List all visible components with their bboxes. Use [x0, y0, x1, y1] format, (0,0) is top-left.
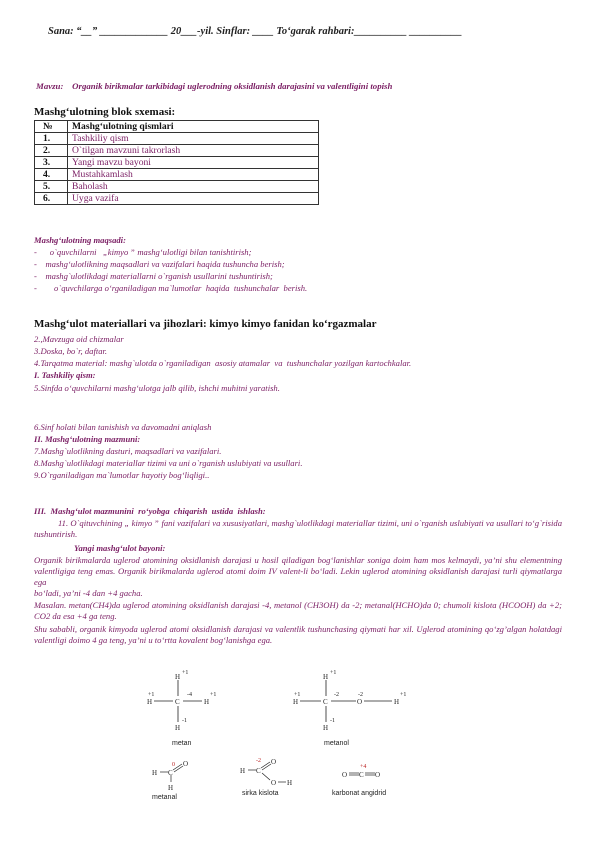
methane-label: metan [172, 740, 192, 747]
row-part: O`tilgan mavzuni takrorlash [68, 145, 319, 157]
goal-item: - mashg`ulotlikdagi materiallarni o`rganish usullarini tushuntirish; [34, 271, 273, 281]
topic-line [36, 81, 392, 91]
goal-item: - o`quvchilarga o‘rganiladigan ma`lumotlar haqida tushunchalar berish. [34, 283, 308, 293]
svg-text:O: O [183, 760, 189, 768]
part2-item: 8.Mashg`ulotlikdagi materiallar tizimi va uni o`rganish uslubiyati va usullari. [34, 458, 303, 468]
svg-text:O: O [357, 698, 363, 706]
table-row [35, 193, 319, 205]
svg-text:C: C [175, 698, 180, 706]
formic-acid-charge: -2 [256, 758, 261, 764]
goal-item: - mashg‘ulotlikning maqsadlari va vazifalari haqida tushuncha berish; [34, 259, 285, 269]
methanal-charge: 0 [172, 762, 175, 768]
block-scheme-title: Mashg‘ulotning blok sxemasi: [34, 106, 176, 118]
methanol-oxygen-charge: -2 [358, 692, 363, 698]
svg-text:H: H [175, 673, 181, 681]
svg-text:C: C [323, 698, 328, 706]
methane-center-charge: -4 [187, 692, 192, 698]
row-number: 6. [35, 193, 68, 205]
svg-text:H: H [240, 767, 246, 775]
methanol-structure-figure [282, 668, 422, 748]
row-part: Mustahkamlash [68, 169, 319, 181]
table-row [35, 145, 319, 157]
svg-text:O: O [271, 758, 277, 766]
svg-text:O: O [375, 771, 381, 779]
svg-text:C: C [359, 771, 364, 779]
row-part: Baholash [68, 181, 319, 193]
svg-text:H: H [394, 698, 400, 706]
part3-paragraph-4: Masalan. metan(CH4)da uglerod atomining oksidlanish darajasi -4, metanol (CH3OH) da -2; metanal(HCHO)da 0; chumoli kislota (HCOOH) da +2; CO2 da esa +4 ga teng. [34, 600, 562, 621]
methanal-label: metanal [152, 794, 177, 801]
methane-left-charge: +1 [148, 692, 155, 698]
methane-structure-figure [140, 668, 260, 748]
svg-text:H: H [147, 698, 153, 706]
svg-text:O: O [342, 771, 348, 779]
svg-text:H: H [293, 698, 299, 706]
date-header: Sana: “__” _____________ 20___-yil. Sinflar: ____ To‘garak rahbari:__________ __________ [48, 26, 463, 37]
methanol-top-charge: +1 [330, 670, 337, 676]
part2-item: 7.Mashg`ulotlikning dasturi, maqsadlari va vazifalari. [34, 446, 222, 456]
lesson-plan-table [34, 120, 319, 205]
svg-text:H: H [323, 673, 329, 681]
methanal-structure-figure [152, 760, 212, 796]
table-row [35, 169, 319, 181]
svg-text:H: H [152, 769, 158, 777]
formic-acid-structure-figure [240, 758, 310, 794]
svg-text:H: H [323, 724, 329, 732]
carbon-dioxide-label: karbonat angidrid [332, 790, 387, 797]
goals-title: Mashg‘ulotning maqsadi: [34, 235, 126, 245]
row-number: 3. [35, 157, 68, 169]
row-number: 1. [35, 133, 68, 145]
row-part: Tashkiliy qism [68, 133, 319, 145]
formic-acid-label: sirka kislota [242, 790, 279, 797]
table-row [35, 181, 319, 193]
methane-top-charge: +1 [182, 670, 189, 676]
row-number: 2. [35, 145, 68, 157]
carbon-dioxide-structure-figure [342, 762, 402, 786]
methanol-left-charge: +1 [294, 692, 301, 698]
part3-paragraph-2: Organik birikmalarda uglerod atomining oksidlanish darajasi u hosil qiladigan bog‘lanishlar soniga doim ham mos kelmaydi, ya’ni shu elementning valentligiga teng emas. Organik birikmalarda uglerod atomi doim IV valent-li bo‘ladi. Lekin uglerod atomining oksidlanish darajasi turli qiymatlarga ega [34, 555, 562, 587]
methane-bottom-charge: -1 [182, 718, 187, 724]
materials-item: 2.,Mavzuga oid chizmalar [34, 334, 124, 344]
svg-text:H: H [204, 698, 210, 706]
part1-title: I. Tashkiliy qism: [34, 370, 96, 380]
svg-text:H: H [168, 784, 174, 792]
part1-line: 5.Sinfda o‘quvchilarni mashg‘ulotga jalb qilib, ishchi muhitni yaratish. [34, 383, 280, 393]
svg-text:O: O [271, 779, 277, 787]
part3-title: III. Mashg‘ulot mazmunini ro‘yobga chiqarish ustida ishlash: [34, 506, 266, 516]
row-part: Uyga vazifa [68, 193, 319, 205]
table-row [35, 133, 319, 145]
row-part: Yangi mavzu bayoni [68, 157, 319, 169]
part1-line-2: 6.Sinf holati bilan tanishish va davomadni aniqlash [34, 422, 212, 432]
part3-paragraph-5: Shu sababli, organik kimyoda uglerod atomi oksidlanish darajasi va valentlik tushunchasing qiymati har xil. Uglerod atomining qo‘zg’algan holatdagi valentligi doimo 4 ga teng, ya’ni u to‘rtta kovalent bog‘lanishga ega. [34, 624, 562, 645]
table-header-row [35, 121, 319, 133]
part2-item: 9.O`rganiladigan ma`lumotlar hayotiy bog‘liqligi.. [34, 470, 210, 480]
materials-item: 3.Doska, bo`r, daftar. [34, 346, 108, 356]
methanol-label: metanol [324, 740, 349, 747]
materials-title: Mashg‘ulot materiallari va jihozlari: kimyo kimyo fanidan ko‘rgazmalar [34, 318, 377, 330]
goal-item: - o`quvchilarni „kimyo ˮ mashg‘ulotligi bilan tanishtirish; [34, 247, 252, 257]
methane-right-charge: +1 [210, 692, 217, 698]
materials-item: 4.Tarqatma material: mashg`ulotda o`rganiladigan asosiy atamalar va tushunchalar yozilgan kartochkalar. [34, 358, 412, 368]
svg-text:C: C [168, 769, 173, 777]
svg-text:C: C [256, 767, 261, 775]
carbon-dioxide-charge: +4 [360, 764, 367, 770]
topic-text: Organik birikmalar tarkibidagi uglerodning oksidlanish darajasini va valentligini topish [72, 81, 393, 91]
methanol-right-charge: +1 [400, 692, 407, 698]
methanol-bottom-charge: -1 [330, 718, 335, 724]
new-lesson-subtitle: Yangi mashg‘ulot bayoni: [74, 543, 166, 553]
part3-paragraph-3: bo‘ladi, ya’ni -4 dan +4 gacha. [34, 588, 143, 598]
methanol-carbon-charge: -2 [334, 692, 339, 698]
topic-label: Mavzu: [36, 81, 64, 91]
part3-paragraph-1: 11. O`qituvchining „ kimyo ˮ fani vazifalari va xususiyatlari, mashg`ulotlikdagi materiallar tizimi, uni o`rganish uslubiyati va usullari to‘g`risida tushuntirish. [34, 518, 562, 539]
header-parts: Mashg‘ulotning qismlari [68, 121, 319, 133]
svg-text:H: H [175, 724, 181, 732]
table-row [35, 157, 319, 169]
header-number: № [35, 121, 68, 133]
part2-title: II. Mashg‘ulotning mazmuni: [34, 434, 141, 444]
svg-text:H: H [287, 779, 293, 787]
row-number: 4. [35, 169, 68, 181]
row-number: 5. [35, 181, 68, 193]
